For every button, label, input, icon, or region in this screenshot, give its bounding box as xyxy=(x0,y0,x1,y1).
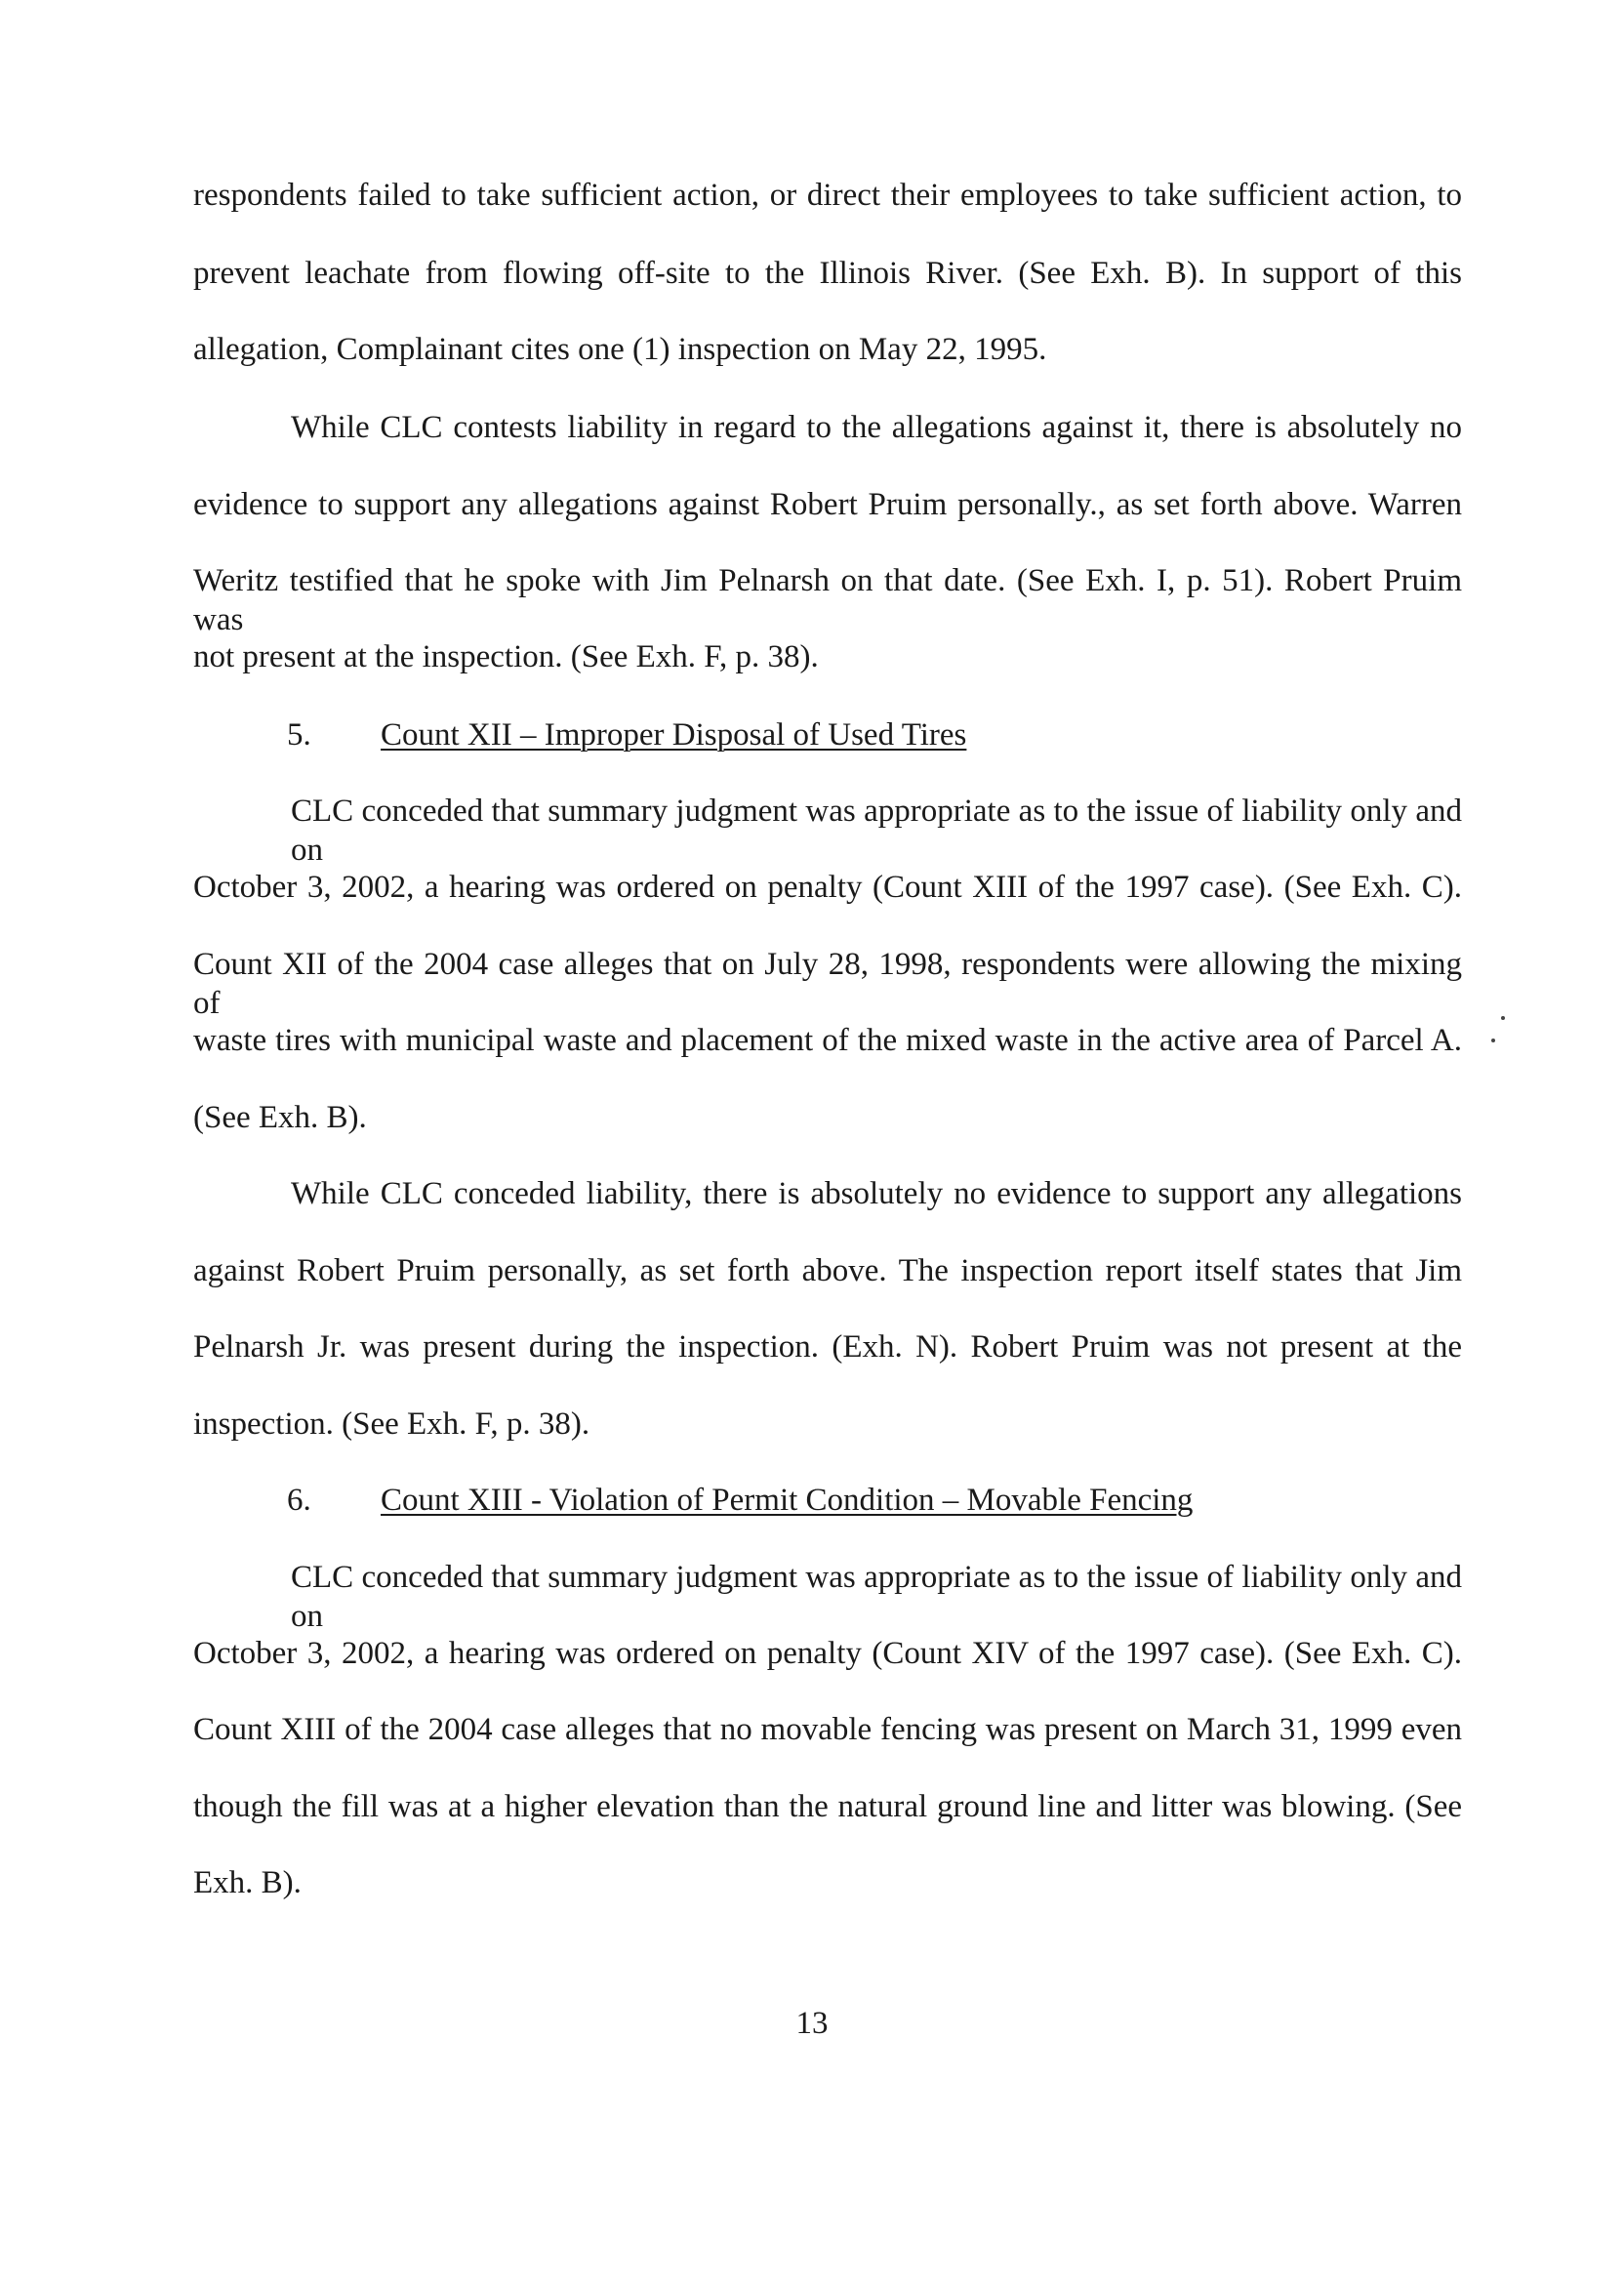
paragraph-line: October 3, 2002, a hearing was ordered on penalty (Count XIII of the 1997 case). (See Exh. C). xyxy=(193,870,1462,905)
paragraph-line: October 3, 2002, a hearing was ordered on penalty (Count XIV of the 1997 case). (See Exh. C). xyxy=(193,1636,1462,1671)
paragraph-line: respondents failed to take sufficient action, or direct their employees to take sufficient action, to xyxy=(193,178,1462,213)
page-number: 13 xyxy=(795,2006,829,2041)
section-title: Count XIII - Violation of Permit Condition – Movable Fencing xyxy=(381,1483,1194,1518)
section-heading-5 xyxy=(287,715,966,754)
paragraph-line: against Robert Pruim personally, as set forth above. The inspection report itself states that Jim xyxy=(193,1253,1462,1288)
paragraph-line: Weritz testified that he spoke with Jim Pelnarsh on that date. (See Exh. I, p. 51). Robert Pruim was xyxy=(193,563,1462,637)
paragraph-line: CLC conceded that summary judgment was appropriate as to the issue of liability only and on xyxy=(291,794,1462,868)
paragraph-line: allegation, Complainant cites one (1) inspection on May 22, 1995. xyxy=(193,332,1047,367)
paragraph-line: though the fill was at a higher elevation than the natural ground line and litter was blowing. (See xyxy=(193,1789,1462,1824)
paragraph-line: Pelnarsh Jr. was present during the inspection. (Exh. N). Robert Pruim was not present at the xyxy=(193,1329,1462,1365)
section-title: Count XII – Improper Disposal of Used Tires xyxy=(381,717,967,753)
paragraph-line: Count XII of the 2004 case alleges that on July 28, 1998, respondents were allowing the mixing of xyxy=(193,947,1462,1021)
paragraph-line: not present at the inspection. (See Exh. F, p. 38). xyxy=(193,639,819,674)
paragraph-line: waste tires with municipal waste and placement of the mixed waste in the active area of Parcel A. xyxy=(193,1023,1462,1058)
paragraph-line: While CLC contests liability in regard to the allegations against it, there is absolutely no xyxy=(291,410,1462,445)
section-number: 6. xyxy=(287,1483,311,1518)
paragraph-line: Exh. B). xyxy=(193,1865,302,1900)
paragraph-line: prevent leachate from flowing off-site to the Illinois River. (See Exh. B). In support of this xyxy=(193,256,1462,291)
paragraph-line: Count XIII of the 2004 case alleges that no movable fencing was present on March 31, 1999 even xyxy=(193,1712,1462,1747)
paragraph-line: (See Exh. B). xyxy=(193,1100,367,1135)
paragraph-line: CLC conceded that summary judgment was appropriate as to the issue of liability only and on xyxy=(291,1560,1462,1634)
paragraph-line: inspection. (See Exh. F, p. 38). xyxy=(193,1406,590,1442)
scan-speck xyxy=(1501,1016,1505,1020)
section-heading-6 xyxy=(287,1481,1193,1520)
paragraph-line: evidence to support any allegations against Robert Pruim personally., as set forth above. Warren xyxy=(193,487,1462,522)
section-number: 5. xyxy=(287,717,311,753)
paragraph-line: While CLC conceded liability, there is absolutely no evidence to support any allegations xyxy=(291,1176,1462,1211)
scan-speck xyxy=(1491,1039,1495,1042)
